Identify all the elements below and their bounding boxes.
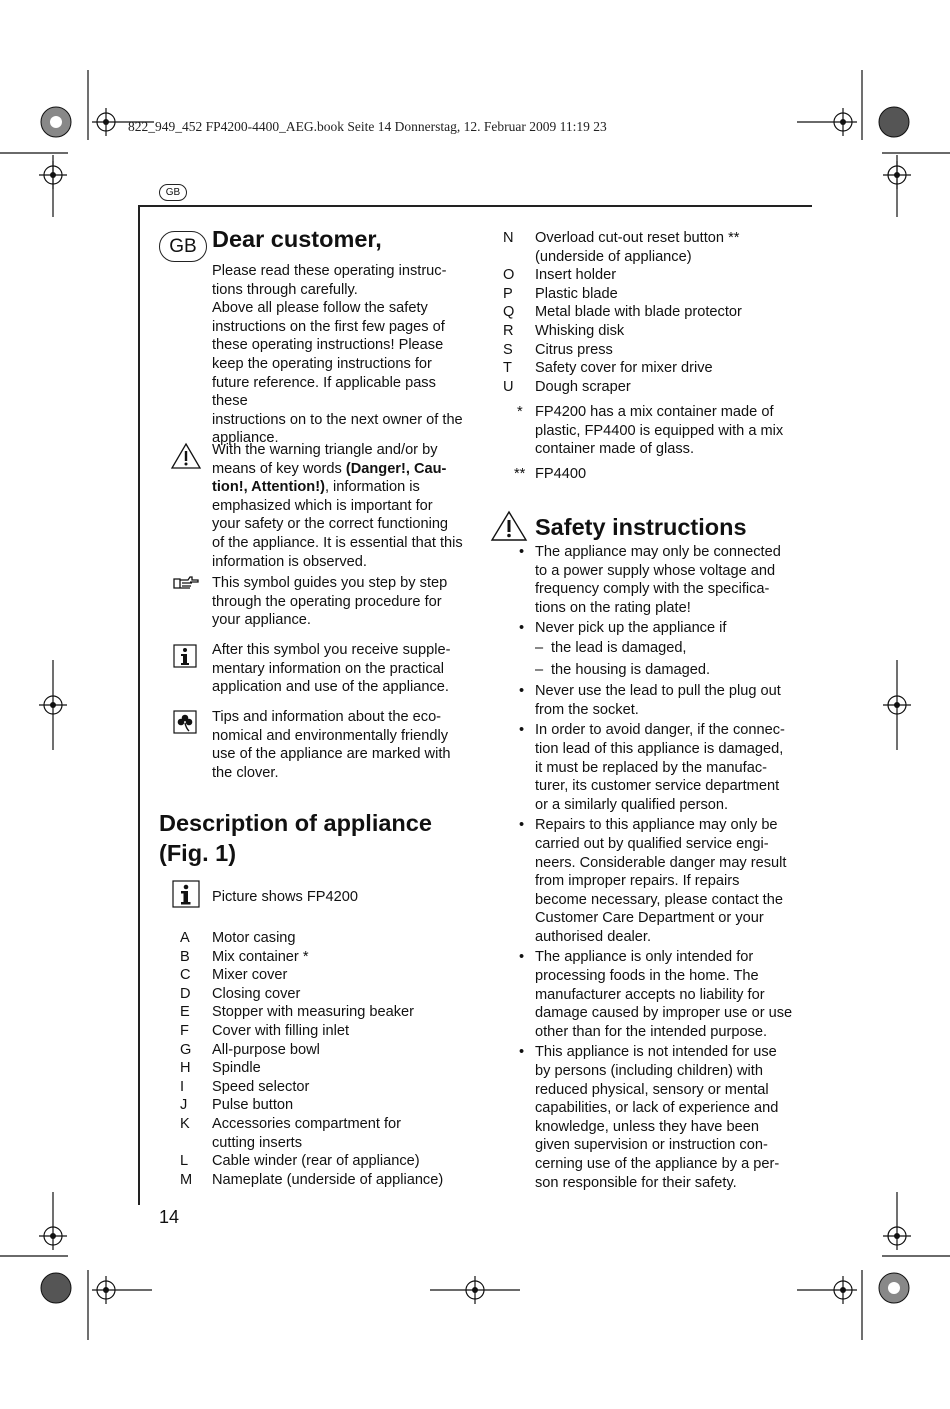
parts-list-left bbox=[180, 929, 470, 1189]
page-number: 14 bbox=[159, 1207, 180, 1227]
part-name: Motor casing bbox=[212, 930, 296, 946]
part-name: Mix container * bbox=[212, 948, 309, 965]
part-list-item bbox=[180, 1059, 470, 1078]
part-name: Insert holder bbox=[535, 267, 617, 284]
part-letter: U bbox=[503, 378, 514, 395]
footnotes bbox=[503, 403, 803, 482]
picture-note: Picture shows FP4200 bbox=[212, 889, 359, 905]
part-letter: L bbox=[180, 1153, 189, 1170]
clover-symbol-explanation: Tips and information about the eco- nomical and environmentally friendly use of the appliance are marked with the clover. bbox=[212, 709, 451, 781]
part-name: Pulse button bbox=[212, 1097, 294, 1114]
safety-item-1: • The appliance may only be connected to a power supply whose voltage and frequency comply with the specifica- tions on the rating plate! bbox=[535, 543, 805, 617]
pointing-hand-icon bbox=[172, 574, 200, 592]
language-badge-large: GB bbox=[159, 231, 207, 262]
footnote-mark: ** bbox=[514, 466, 526, 482]
part-letter: M bbox=[180, 1171, 193, 1188]
footnote-mark: * bbox=[517, 404, 523, 420]
part-letter: K bbox=[180, 1115, 190, 1132]
safety-text: Never pick up the appliance if bbox=[535, 620, 727, 637]
part-name: Citrus press bbox=[535, 341, 613, 358]
warning-triangle-icon bbox=[490, 510, 528, 542]
part-letter: N bbox=[503, 230, 514, 246]
description-title: Description of appliance (Fig. 1) bbox=[159, 810, 432, 866]
part-name: Stopper with measuring beaker bbox=[212, 1004, 414, 1021]
part-list-item bbox=[503, 229, 803, 266]
safety-text: The appliance may only be connected to a power supply whose voltage and frequency comply with the specifica- tions on the rating plate! bbox=[535, 544, 781, 616]
part-list-item bbox=[503, 378, 803, 397]
header-rule bbox=[138, 205, 812, 207]
part-letter: O bbox=[503, 267, 515, 284]
safety-list bbox=[519, 543, 805, 1192]
part-letter: S bbox=[503, 341, 513, 358]
part-name: Speed selector bbox=[212, 1078, 310, 1095]
part-list-item bbox=[180, 948, 470, 967]
part-name: Nameplate (underside of appliance) bbox=[212, 1171, 444, 1188]
part-name: Metal blade with blade protector bbox=[535, 304, 742, 321]
part-name: Dough scraper bbox=[535, 378, 631, 395]
info-symbol-explanation: After this symbol you receive supple- mentary information on the practical application and use of the appliance. bbox=[212, 642, 451, 696]
part-letter: R bbox=[503, 322, 514, 339]
warning-explanation: With the warning triangle and/or by means of key words (Danger!, Cau- tion!, Attention!), information is emphasized which is important for your safety or the correct functioning of the appliance. It is essential that this information is observed. bbox=[212, 442, 463, 570]
part-name: Accessories compartment for cutting inserts bbox=[212, 1115, 401, 1151]
hand-symbol-explanation: This symbol guides you step by step through the operating procedure for your appliance. bbox=[212, 575, 448, 629]
part-name: All-purpose bowl bbox=[212, 1041, 320, 1058]
part-list-item bbox=[180, 1022, 470, 1041]
part-letter: E bbox=[180, 1004, 190, 1021]
printer-slug-line: 822_949_452 FP4200-4400_AEG.book Seite 14 Donnerstag, 12. Februar 2009 11:19 23 bbox=[128, 119, 607, 134]
safety-text: This appliance is not intended for use by persons (including children) with reduced physical, sensory or mental capabilities, or lack of experience and knowledge, unless they have been given supervision or instruction con- cerning use of the appliance by a per- son responsible for their safety. bbox=[535, 1044, 780, 1191]
part-letter: T bbox=[503, 360, 512, 377]
safety-item-6: • The appliance is only intended for processing foods in the home. The manufacturer accepts no liability for damage caused by improper use or use other than for the intended purpose. bbox=[535, 948, 805, 1041]
warning-triangle-icon bbox=[170, 442, 202, 470]
part-list-item bbox=[180, 1171, 470, 1190]
part-letter: D bbox=[180, 985, 191, 1002]
safety-text: Never use the lead to pull the plug out from the socket. bbox=[535, 683, 781, 718]
part-letter: I bbox=[180, 1078, 185, 1095]
part-letter: H bbox=[180, 1060, 191, 1077]
part-name: Spindle bbox=[212, 1060, 261, 1077]
part-letter: J bbox=[180, 1097, 188, 1114]
part-list-item bbox=[503, 285, 803, 304]
safety-item-4: • In order to avoid danger, if the connec- tion lead of this appliance is damaged, it must be replaced by the manufac- turer, its customer service department or a similarly qualified person. bbox=[535, 721, 805, 814]
safety-item-7: • This appliance is not intended for use by persons (including children) with reduced physical, sensory or mental capabilities, or lack of experience and knowledge, unless they have been given supervision or instruction con- cerning use of the appliance by a per- son responsible for their safety. bbox=[535, 1043, 805, 1192]
intro-paragraph: Please read these operating instruc- tions through carefully. Above all please follow the safety instructions on the first few pages of these operating instructions! Please keep the operating instructions for future reference. If applicable pass these instructions on to the next owner of the appliance. bbox=[212, 263, 463, 447]
safety-subitem-text: the housing is damaged. bbox=[551, 661, 711, 678]
part-list-item bbox=[503, 341, 803, 360]
safety-text: The appliance is only intended for processing foods in the home. The manufacturer accepts no liability for damage caused by improper use or use other than for the intended purpose. bbox=[535, 949, 793, 1040]
safety-title: Safety instructions bbox=[535, 514, 747, 540]
footnote-text: FP4200 has a mix container made of plastic, FP4400 is equipped with a mix container made of glass. bbox=[535, 404, 784, 458]
part-name: Plastic blade bbox=[535, 285, 618, 302]
part-list-item bbox=[180, 985, 470, 1004]
part-list-item bbox=[503, 359, 803, 378]
part-letter: C bbox=[180, 967, 191, 984]
left-margin-rule bbox=[138, 205, 140, 1205]
part-list-item bbox=[180, 929, 470, 948]
safety-subitem: – the lead is damaged, bbox=[535, 639, 687, 656]
safety-text: In order to avoid danger, if the connec- tion lead of this appliance is damaged, it must be replaced by the manufac- turer, its customer service department or a similarly qualified person. bbox=[535, 722, 785, 813]
part-list-item bbox=[503, 266, 803, 285]
safety-item-3: • Never use the lead to pull the plug out from the socket. bbox=[535, 682, 805, 719]
part-letter: F bbox=[180, 1022, 189, 1039]
safety-subitem: – the housing is damaged. bbox=[535, 661, 711, 678]
part-name: Whisking disk bbox=[535, 322, 625, 339]
part-letter: A bbox=[180, 930, 190, 946]
safety-text: Repairs to this appliance may only be carried out by qualified service engi- neers. Considerable danger may result from improper repairs. If repairs become necessary, please contact the Customer Care Department or your authorised dealer. bbox=[535, 817, 787, 945]
safety-subitem-text: the lead is damaged, bbox=[551, 639, 687, 656]
part-letter: B bbox=[180, 948, 190, 965]
part-letter: P bbox=[503, 285, 513, 302]
part-name: Closing cover bbox=[212, 985, 301, 1002]
part-list-item bbox=[180, 966, 470, 985]
safety-item-5: • Repairs to this appliance may only be carried out by qualified service engi- neers. Considerable danger may result from improper repairs. If repairs become necessary, please contact the Customer Care Department or your authorised dealer. bbox=[535, 816, 805, 946]
part-list-item bbox=[180, 1041, 470, 1060]
part-list-item bbox=[503, 303, 803, 322]
part-list-item bbox=[180, 1078, 470, 1097]
safety-item-2: • Never pick up the appliance if – the lead is damaged, – the housing is damaged. bbox=[535, 619, 805, 679]
info-icon bbox=[172, 880, 200, 908]
footnote-text: FP4400 bbox=[535, 466, 587, 482]
language-badge-small: GB bbox=[159, 184, 187, 201]
parts-list-right bbox=[503, 229, 803, 396]
part-name: Cover with filling inlet bbox=[212, 1022, 350, 1039]
part-name: Safety cover for mixer drive bbox=[535, 360, 713, 377]
part-letter: Q bbox=[503, 304, 515, 321]
part-list-item bbox=[180, 1003, 470, 1022]
part-name: Mixer cover bbox=[212, 967, 288, 984]
clover-icon bbox=[173, 710, 197, 734]
part-list-item bbox=[180, 1096, 470, 1115]
part-letter: G bbox=[180, 1041, 192, 1058]
part-list-item bbox=[180, 1152, 470, 1171]
intro-title: Dear customer, bbox=[212, 226, 382, 252]
part-list-item bbox=[503, 322, 803, 341]
part-name: Overload cut-out reset button ** (underside of appliance) bbox=[535, 230, 740, 265]
part-name: Cable winder (rear of appliance) bbox=[212, 1153, 420, 1170]
info-icon bbox=[173, 644, 197, 668]
part-list-item bbox=[180, 1115, 470, 1152]
